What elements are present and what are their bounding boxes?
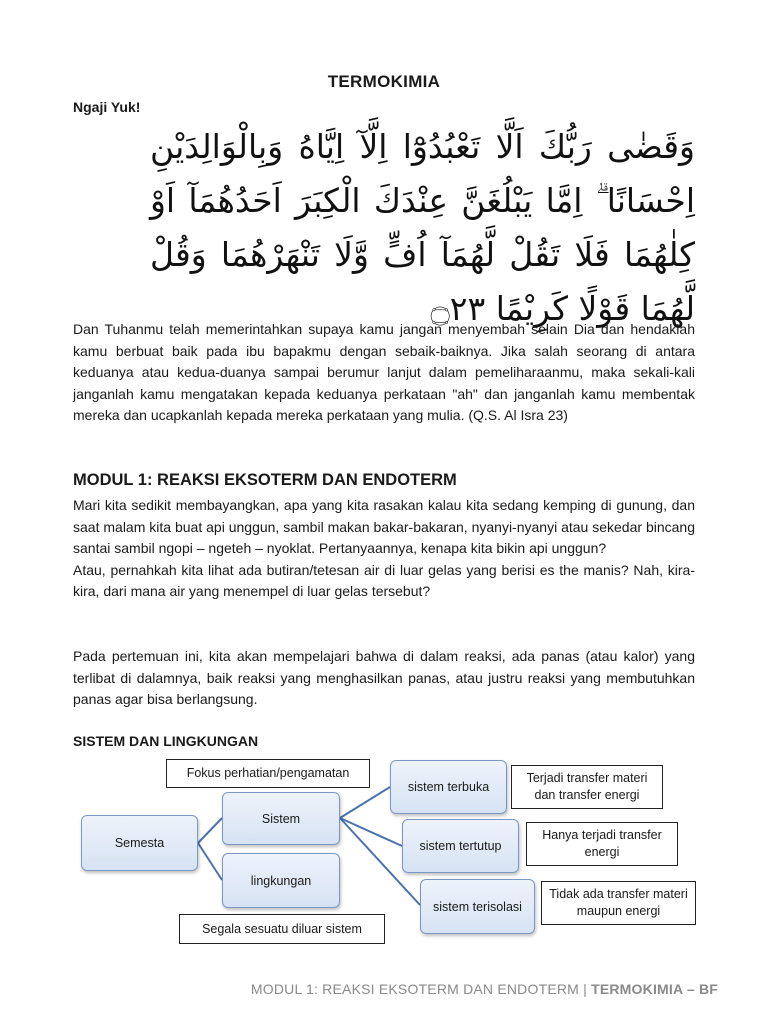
node-semesta: Semesta [81,815,198,871]
arabic-verse: وَقَضٰى رَبُّكَ اَلَّا تَعْبُدُوْٓا اِلَّآ اِيَّاهُ وَبِالْوَالِدَيْنِ اِحْسَانًا ۗ اِمَّا يَبْلُغَنَّ عِنْدَكَ الْكِبَرَ اَحَدُهُمَآ اَوْ كِلٰهُمَا فَلَا تَقُلْ لَّهُمَآ اُفٍّ وَّلَا تَنْهَرْهُمَا وَقُلْ لَّهُمَا قَوْلًا كَرِيْمًا ۝٢٣ [150,127,695,328]
note-segala: Segala sesuatu diluar sistem [179,914,385,944]
node-sistem-tertutup: sistem tertutup [402,819,519,873]
note-terisolasi: Tidak ada transfer materi maupun energi [541,881,696,925]
node-lingkungan: lingkungan [222,853,340,908]
note-fokus: Fokus perhatian/pengamatan [166,759,370,788]
connector-semesta-sistem [198,818,222,843]
page-footer [251,981,718,997]
note-terbuka: Terjadi transfer materi dan transfer energi [511,765,663,809]
page-title: TERMOKIMIA [327,72,441,91]
intro-line-2: Atau, pernahkah kita lihat ada butiran/tetesan air di luar gelas yang berisi es the manis? Nah, kira-kira, dari mana air yang menempel di luar gelas tersebut? [73,561,695,599]
intro-line-1: Mari kita sedikit membayangkan, apa yang kita rasakan kalau kita sedang kemping di gunung, dan saat malam kita buat api unggun, sambil makan bakar-bakaran, nyanyi-nyanyi atau sekedar bincang santai sambil ngopi – ngeteh – nyoklat. Pertanyaannya, kenapa kita bikin api unggun? [73,497,695,556]
note-tertutup: Hanya terjadi transfer energi [526,822,678,866]
node-sistem: Sistem [222,792,340,845]
connector-sistem-terbuka [340,787,390,818]
module-heading: MODUL 1: REAKSI EKSOTERM DAN ENDOTERM [73,471,457,489]
intro-paragraph [73,495,695,603]
node-sistem-terbuka: sistem terbuka [390,760,507,814]
footer-module: MODUL 1: REAKSI EKSOTERM DAN ENDOTERM [250,981,580,997]
verse-translation: Dan Tuhanmu telah memerintahkan supaya kamu jangan menyembah selain Dia dan hendaklah kamu berbuat baik pada ibu bapakmu dengan sebaik-baiknya. Jika salah seorang di antara keduanya atau kedua-duanya sampai berumur lanjut dalam pemeliharaanmu, maka sekali-kali janganlah kamu mengatakan kepada keduanya perkataan "ah" dan janganlah kamu membentak mereka dan ucapkanlah kepada mereka perkataan yang mulia. (Q.S. Al Isra 23) [73,321,695,423]
sistem-heading: SISTEM DAN LINGKUNGAN [73,733,259,749]
footer-book: TERMOKIMIA – BF [591,981,718,997]
node-sistem-terisolasi: sistem terisolasi [420,879,535,934]
pertemuan-paragraph: Pada pertemuan ini, kita akan mempelajari bahwa di dalam reaksi, ada panas (atau kalor) yang terlibat di dalamnya, baik reaksi yang menghasilkan panas, atau justru reaksi yang membutuhkan panas agar bisa berlangsung. [73,648,695,707]
ngaji-label: Ngaji Yuk! [73,99,141,115]
connector-semesta-lingkungan [198,843,222,880]
connector-sistem-tertutup [340,818,402,846]
footer-separator: | [583,981,587,997]
